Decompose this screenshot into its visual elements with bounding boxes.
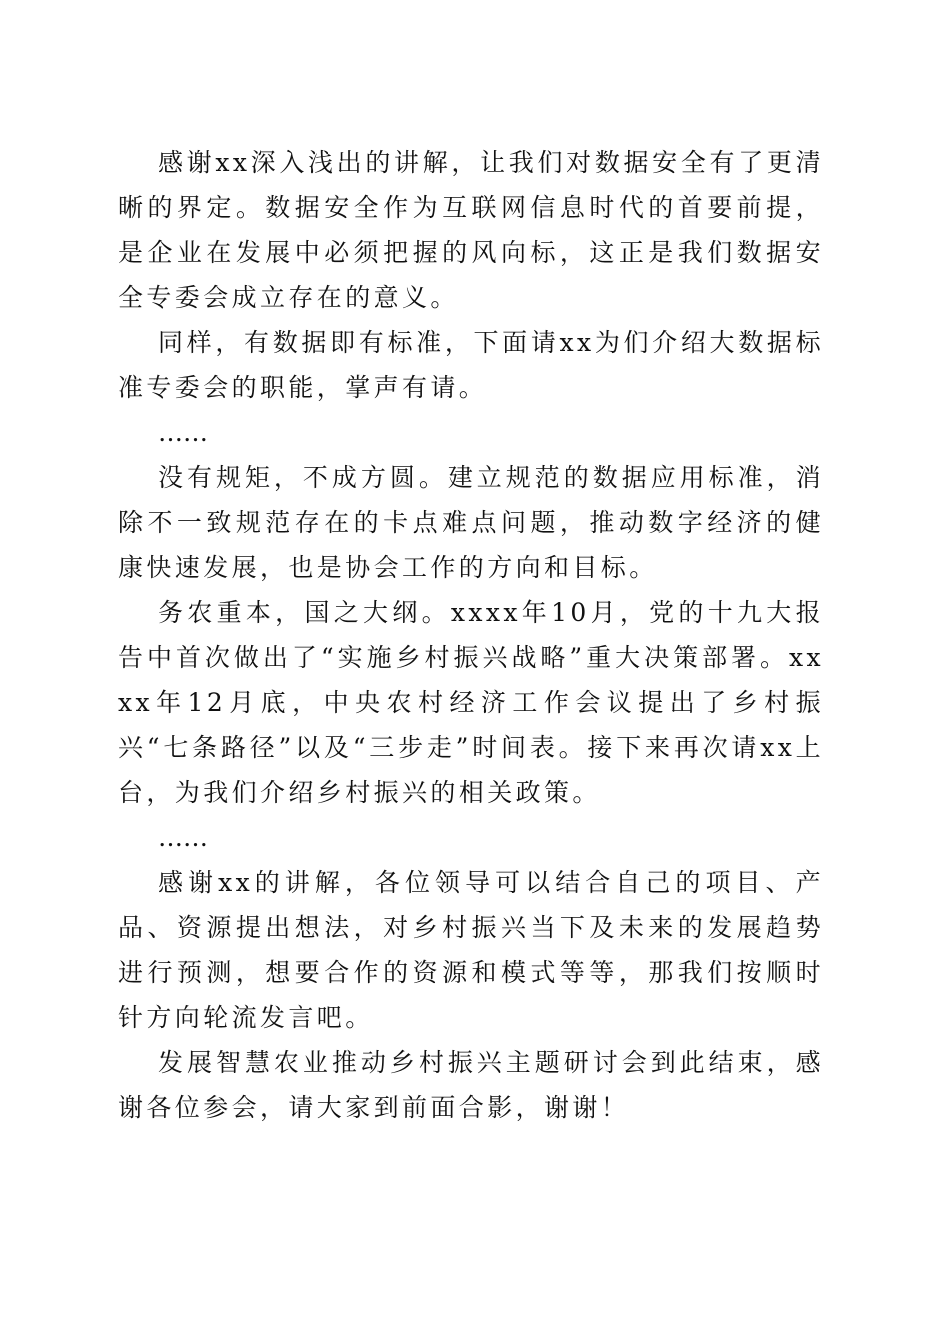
paragraph-closing: 发展智慧农业推动乡村振兴主题研讨会到此结束，感谢各位参会，请大家到前面合影，谢谢！ <box>118 1048 824 1122</box>
paragraph-data-security-thanks: 感谢xx深入浅出的讲解，让我们对数据安全有了更清晰的界定。数据安全作为互联网信息时代的首要前提，是企业在发展中必须把握的风向标，这正是我们数据安全专委会成立存在的意义。 <box>118 148 824 312</box>
paragraph-standards-summary: 没有规矩，不成方圆。建立规范的数据应用标准，消除不一致规范存在的卡点难点问题，推动数字经济的健康快速发展，也是协会工作的方向和目标。 <box>118 463 824 582</box>
ellipsis-separator: …… <box>158 418 208 447</box>
paragraph-discussion-invite: 感谢xx的讲解，各位领导可以结合自己的项目、产品、资源提出想法，对乡村振兴当下及未来的发展趋势进行预测，想要合作的资源和模式等等，那我们按顺时针方向轮流发言吧。 <box>118 868 824 1032</box>
paragraph-rural-revitalization-intro: 务农重本，国之大纲。xxxx年10月，党的十九大报告中首次做出了“实施乡村振兴战略”重大决策部署。xxxx年12月底，中央农村经济工作会议提出了乡村振兴“七条路径”以及“三步走”时间表。接下来再次请xx上台，为我们介绍乡村振兴的相关政策。 <box>118 598 824 807</box>
ellipsis-separator: …… <box>158 823 208 852</box>
document-body <box>118 140 824 1130</box>
paragraph-standards-intro: 同样，有数据即有标准，下面请xx为们介绍大数据标准专委会的职能，掌声有请。 <box>118 328 824 402</box>
